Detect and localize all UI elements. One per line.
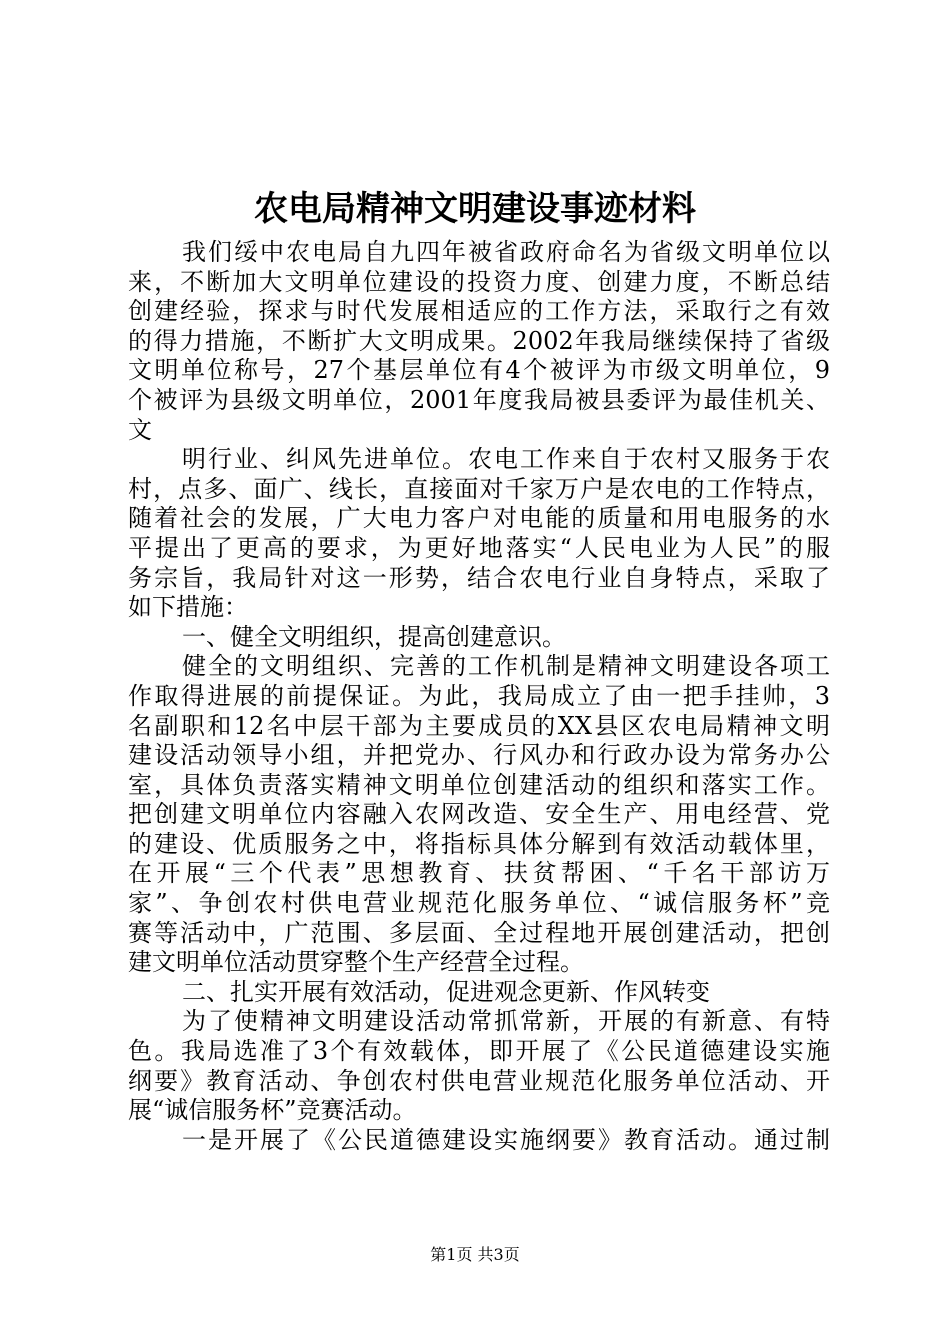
text-line: 我们绥中农电局自九四年被省政府命名为省级文明单位以 — [182, 238, 830, 266]
text-line: 纲要》教育活动、争创农村供电营业规范化服务单位活动、开 — [128, 1066, 830, 1095]
text-line: 二、扎实开展有效活动，促进观念更新、作风转变 — [182, 977, 710, 1006]
text-line: 的建设、优质服务之中，将指标具体分解到有效活动载体里， — [128, 829, 830, 858]
text-line: 文明单位称号，27个基层单位有4个被评为市级文明单位，9 — [128, 356, 830, 385]
text-line: 在开展“三个代表”思想教育、扶贫帮困、“千名干部访万 — [128, 859, 830, 888]
text-line: 把创建文明单位内容融入农网改造、安全生产、用电经营、党 — [128, 800, 830, 829]
text-line: 来，不断加大文明单位建设的投资力度、创建力度，不断总结 — [128, 267, 830, 296]
page-footer: 第1页 共3页 — [430, 1245, 520, 1264]
text-line: 建文明单位活动贯穿整个生产经营全过程。 — [128, 948, 584, 977]
text-line: 室，具体负责落实精神文明单位创建活动的组织和落实工作。 — [128, 770, 830, 799]
text-line: 村，点多、面广、线长，直接面对千家万户是农电的工作特点， — [128, 474, 830, 503]
text-line: 为了使精神文明建设活动常抓常新，开展的有新意、有特 — [182, 1007, 830, 1036]
text-line: 家”、争创农村供电营业规范化服务单位、“诚信服务杯”竞 — [128, 889, 830, 918]
text-line: 如下措施： — [128, 593, 248, 622]
text-line: 的得力措施，不断扩大文明成果。2002年我局继续保持了省级 — [128, 326, 830, 355]
text-line: 一是开展了《公民道德建设实施纲要》教育活动。通过制 — [182, 1125, 830, 1154]
text-line: 作取得进展的前提保证。为此，我局成立了由一把手挂帅，3 — [128, 681, 830, 710]
text-line: 个被评为县级文明单位，2001年度我局被县委评为最佳机关、 — [128, 385, 830, 414]
text-line: 色。我局选准了3个有效载体，即开展了《公民道德建设实施 — [128, 1037, 830, 1066]
text-line: 明行业、纠风先进单位。农电工作来自于农村又服务于农 — [182, 445, 830, 474]
text-line: 建设活动领导小组，并把党办、行风办和行政办设为常务办公 — [128, 741, 830, 770]
text-line: 健全的文明组织、完善的工作机制是精神文明建设各项工 — [182, 652, 830, 681]
text-line: 平提出了更高的要求，为更好地落实“人民电业为人民”的服 — [128, 533, 830, 562]
text-line: 一、健全文明组织，提高创建意识。 — [182, 622, 566, 651]
text-line: 创建经验，探求与时代发展相适应的工作方法，采取行之有效 — [128, 297, 830, 326]
text-line: 展“诚信服务杯”竞赛活动。 — [128, 1096, 417, 1125]
text-line: 赛等活动中，广范围、多层面、全过程地开展创建活动，把创 — [128, 918, 830, 947]
text-line: 名副职和12名中层干部为主要成员的XX县区农电局精神文明 — [128, 711, 830, 740]
text-line: 随着社会的发展，广大电力客户对电能的质量和用电服务的水 — [128, 504, 830, 533]
text-line: 文 — [128, 415, 152, 444]
document-title: 农电局精神文明建设事迹材料 — [254, 189, 696, 229]
document-body — [128, 238, 830, 1155]
text-line: 务宗旨，我局针对这一形势，结合农电行业自身特点，采取了 — [128, 563, 830, 592]
